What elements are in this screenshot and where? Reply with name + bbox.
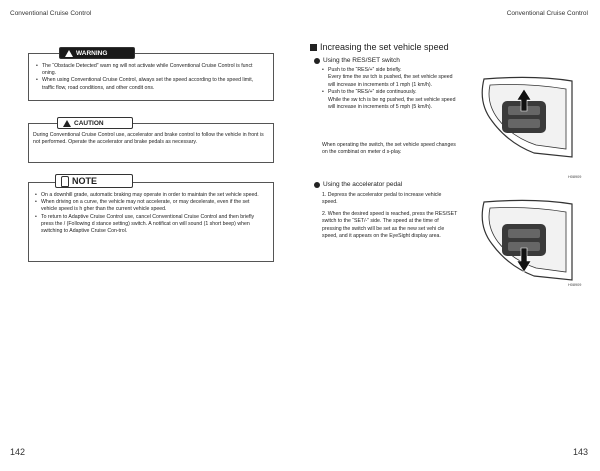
page-number-left: 142 xyxy=(10,447,26,457)
warning-box xyxy=(28,49,274,101)
caution-triangle-icon xyxy=(63,120,71,127)
note-tag xyxy=(55,174,133,188)
subsection-heading-res-set: Using the RES/SET switch xyxy=(314,57,400,64)
res-set-bullet-1-text: Every time the sw tch is pushed, the set vehicle speed will increase in increments of 1 mph (1 km/h). xyxy=(328,74,453,88)
steering-switch-up-arrow-figure xyxy=(474,73,574,159)
caution-box xyxy=(28,119,274,163)
steering-switch-down-arrow-figure xyxy=(474,196,574,282)
round-bullet-icon xyxy=(314,58,320,64)
res-set-bullet-1: • Push to the “RES/+” side briefly. xyxy=(322,67,458,74)
caution-text: During Conventional Cruise Control use, accelerator and brake control to follow the vehicle in front is not performed. Operate the accelerator and brake pedals as necessary. xyxy=(33,132,264,146)
warning-item: • When using Conventional Cruise Control, always set the speed according to the speed limit, traffic flow, road conditions, and other condit ons. xyxy=(36,77,267,91)
section-title xyxy=(310,42,449,52)
note-box xyxy=(28,176,274,262)
square-bullet-icon xyxy=(310,44,317,51)
caution-tag xyxy=(57,117,133,129)
note-item: • To return to Adaptive Cruise Control use, cancel Conventional Cruise Control and then briefly press the / (Following d stance setting) switch. A notificat on will sound (1 short beep) when switching to Adaptive Cruise Con-trol. xyxy=(35,214,267,236)
accelerator-step-2: 2. When the desired speed is reached, press the RES/SET switch to the “SET/-” side. The speed at the time of pressing the switch will be set as the new set vehi cle speed, and it appears on the EyeSight display area. xyxy=(322,211,458,240)
note-label: NOTE xyxy=(72,176,98,186)
res-set-bullet-2: • Push to the “RES/+” side continuously. xyxy=(322,89,458,96)
res-set-body xyxy=(322,67,458,111)
warning-tag xyxy=(59,47,135,59)
warning-label: WARNING xyxy=(76,49,108,57)
note-item: • On a downhill grade, automatic braking may operate in order to maintain the set vehicle speed. xyxy=(35,192,267,199)
page-number-right: 143 xyxy=(572,447,588,457)
warning-item: • The “Obstacle Detected” warn ng will not activate while Conventional Cruise Control is funct oning. xyxy=(36,63,267,77)
warning-triangle-icon xyxy=(65,50,73,57)
res-set-after-text: When operating the switch, the set vehicle speed changes on the combinat on meter d s-play. xyxy=(322,142,456,156)
note-hand-icon xyxy=(61,176,69,187)
subsection-heading-accelerator: Using the accelerator pedal xyxy=(314,181,402,188)
note-item: • When driving on a curve, the vehicle may not accelerate, or may decelerate, even if the set vehicle speed is h gher than the current vehicle speed. xyxy=(35,199,267,213)
accelerator-step-1: 1. Depress the accelerator pedal to increase vehicle speed. xyxy=(322,192,442,206)
section-title-text: Increasing the set vehicle speed xyxy=(320,42,449,52)
figure-code-2: H08909 xyxy=(568,283,582,287)
header-right: Conventional Cruise Control xyxy=(506,10,588,17)
header-left: Conventional Cruise Control xyxy=(10,10,92,17)
figure-code-1: H08909 xyxy=(568,175,582,179)
caution-label: CAUTION xyxy=(74,119,104,127)
res-set-bullet-2-text: While the sw tch is be ng pushed, the set vehicle speed will increase in increments of 5 mph (5 km/h). xyxy=(328,96,456,111)
round-bullet-icon xyxy=(314,182,320,188)
